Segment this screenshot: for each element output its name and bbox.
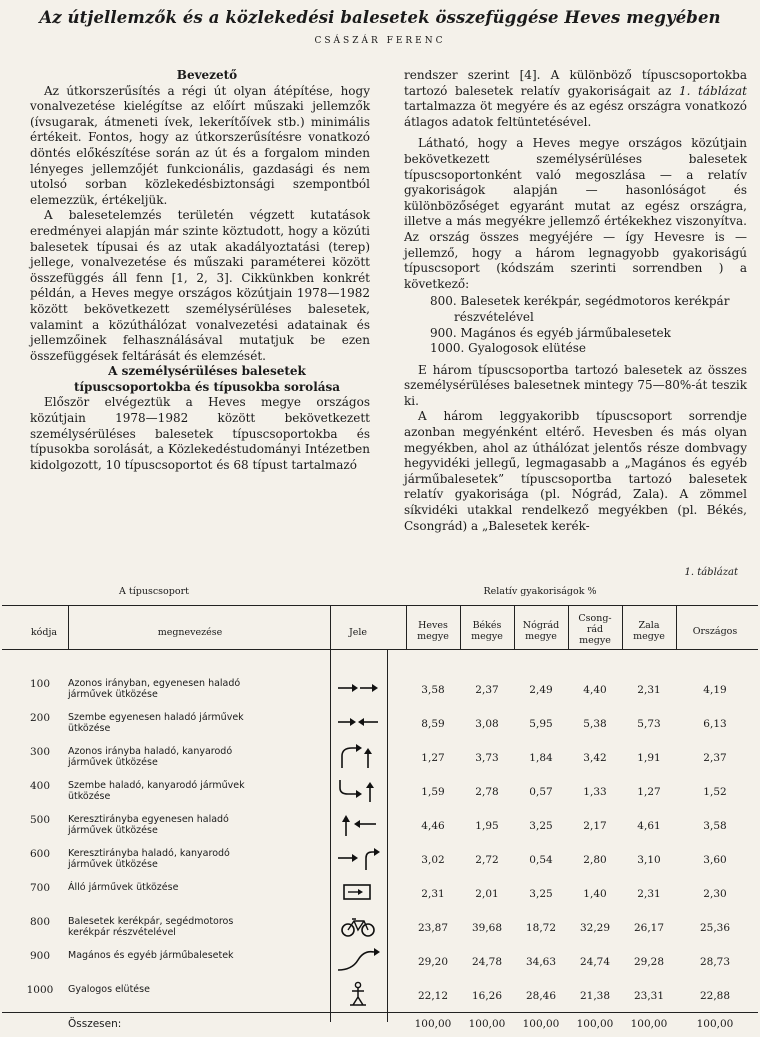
value-cell: 39,68	[471, 922, 503, 934]
same-direction-arrows-icon	[332, 674, 384, 702]
table-reference: 1. táblázat	[678, 83, 747, 98]
group-code: 900	[29, 950, 51, 962]
group-name	[68, 746, 316, 768]
value-cell: 28,46	[525, 990, 557, 1002]
value-cell: 3,58	[421, 684, 445, 696]
group-name	[68, 678, 316, 700]
group-code: 500	[29, 814, 51, 826]
opposite-turn-icon	[332, 776, 384, 804]
value-cell: 8,59	[421, 718, 445, 730]
value-cell: 25,36	[699, 922, 731, 934]
col-name-header: megnevezése	[157, 627, 223, 638]
group-code: 700	[29, 882, 51, 894]
value-cell: 3,42	[583, 752, 607, 764]
table-row	[0, 706, 760, 738]
value-cell: 18,72	[525, 922, 557, 934]
value-cell: 2,01	[475, 888, 499, 900]
value-cell: 4,46	[421, 820, 445, 832]
value-cell: 22,88	[699, 990, 731, 1002]
value-cell: 1,40	[583, 888, 607, 900]
group-name-line: ütközése	[68, 791, 111, 802]
value-cell: 2,31	[637, 888, 661, 900]
article-author: CSÁSZÁR FERENC	[314, 36, 446, 46]
value-cell: 1,95	[475, 820, 499, 832]
group-name	[68, 848, 316, 870]
group-name-line: Keresztirányba haladó, kanyarodó	[68, 848, 230, 859]
value-cell: 4,61	[637, 820, 661, 832]
group-list-item: 800. Balesetek kerékpár, segédmotoros kerékpár részvételével	[430, 294, 730, 324]
group-code: 600	[29, 848, 51, 860]
value-cell: 1,59	[421, 786, 445, 798]
group-name-line: Balesetek kerékpár, segédmotoros	[68, 916, 234, 927]
group-name-line: járművek ütközése	[68, 859, 158, 870]
group-name-line: Keresztirányba egyenesen haladó	[68, 814, 229, 825]
total-cell: 100,00	[630, 1018, 668, 1030]
value-cell: 6,13	[703, 718, 727, 730]
group-code: 400	[29, 780, 51, 792]
value-cell: 1,27	[637, 786, 661, 798]
value-cell: 2,72	[475, 854, 499, 866]
value-cell: 29,20	[417, 956, 449, 968]
article-title: Az útjellemzők és a közlekedési balesetek összefüggése Heves megyében	[39, 8, 721, 27]
value-cell: 24,78	[471, 956, 503, 968]
table-row	[0, 808, 760, 840]
parked-vehicle-icon	[332, 878, 384, 906]
right-paragraph-2: Látható, hogy a Heves megye országos közútjain bekövetkezett személysérüléses balesetek típuscsoportonként való megoszlása — a relatív gyakoriságok alapján — hasonlóságot és különbözőséget egyaránt mutat az egész országra, illetve a más megyékre jellemző értékekhez viszonyítva. Az ország összes megyéjére — így Hevesre is — jellemző, hogy a három legnagyobb gyakoriságú típuscsoport (kódszám szerinti sorrendben ) a következő:	[404, 136, 747, 291]
col-national-header: Országos	[692, 626, 738, 637]
same-direction-turn-icon	[332, 742, 384, 770]
value-cell: 3,25	[529, 888, 553, 900]
group-header: A típuscsoport	[119, 586, 189, 597]
section-heading-line-1: A személysérüléses balesetek	[108, 364, 306, 379]
value-cell: 2,30	[703, 888, 727, 900]
group-name	[68, 780, 316, 802]
crossing-straight-icon	[332, 810, 384, 838]
value-cell: 2,49	[529, 684, 553, 696]
group-name-line: kerékpár részvételével	[68, 927, 176, 938]
table-row	[0, 978, 760, 1010]
group-code: 1000	[26, 984, 54, 996]
value-cell: 3,58	[703, 820, 727, 832]
value-cell: 3,10	[637, 854, 661, 866]
group-name	[68, 950, 316, 961]
single-vehicle-curve-icon	[332, 946, 384, 974]
col-symbol-header: Jele	[348, 627, 368, 638]
value-cell: 34,63	[525, 956, 557, 968]
intro-paragraph-1: Az útkorszerűsítés a régi út olyan átépítése, hogy vonalvezetése kielégítse az előírt műszaki jellemzők (ívsugarak, átmeneti ívek, lekerítőívek stb.) minimális értékeit. Fontos, hogy az útkorszerűsítésre vonatkozó döntés előkészítése során az út és a forgalom minden lényeges jellemzőjét funkcionális, gazdasági és nem utolsó sorban közlekedésbiztonsági szempontból elemezzük, értékeljük.	[30, 83, 370, 207]
right-paragraph-1-b: tartalmazza öt megyére és az egész országra vonatkozó átlagos adatok feltüntetésével.	[404, 99, 747, 129]
value-cell: 5,95	[529, 718, 553, 730]
right-paragraph-4: A három leggyakoribb típuscsoport sorrendje azonban megyénként eltérő. Hevesben és más olyan megyékben, ahol az úthálózat jelentős része dombvagy hegyvidéki jellegű, legmagasabb a „Magános és egyéb járműbalesetek” típuscsoportba tartozó balesetek relatív gyakorisága (pl. Nógrád, Zala). A zömmel síkvidéki utakkal rendelkező megyékben (pl. Békés, Csongrád) a „Balesetek kerék-	[404, 409, 747, 533]
value-cell: 0,54	[529, 854, 553, 866]
group-code: 100	[29, 678, 51, 690]
group-list-item: 1000. Gyalogosok elütése	[430, 341, 586, 356]
total-cell: 100,00	[576, 1018, 614, 1030]
right-paragraph-1-a: rendszer szerint [4]. A különböző típuscsoportokba tartozó balesetek relatív gyakoriságait az	[404, 68, 747, 98]
value-cell: 2,37	[703, 752, 727, 764]
value-cell: 2,78	[475, 786, 499, 798]
value-cell: 28,73	[699, 956, 731, 968]
group-code: 300	[29, 746, 51, 758]
group-name-line: ütközése	[68, 723, 111, 734]
group-name-line: Azonos irányba haladó, kanyarodó	[68, 746, 233, 757]
col-zala-header: Zala megye	[633, 620, 665, 642]
value-cell: 1,52	[703, 786, 727, 798]
table-row	[0, 672, 760, 704]
bicycle-icon	[332, 912, 384, 940]
value-cell: 1,84	[529, 752, 553, 764]
value-cell: 1,27	[421, 752, 445, 764]
value-cell: 3,25	[529, 820, 553, 832]
table-row	[0, 876, 760, 908]
table-caption: 1. táblázat	[684, 567, 738, 578]
value-cell: 3,02	[421, 854, 445, 866]
table-row	[0, 842, 760, 874]
group-name-line: járművek ütközése	[68, 825, 158, 836]
group-name	[68, 882, 316, 893]
value-cell: 2,31	[421, 888, 445, 900]
intro-heading: Bevezető	[176, 68, 238, 82]
value-cell: 16,26	[471, 990, 503, 1002]
col-csongrad-header: Csong- rád megye	[578, 613, 612, 646]
value-cell: 3,08	[475, 718, 499, 730]
value-cell: 22,12	[417, 990, 449, 1002]
value-cell: 29,28	[633, 956, 665, 968]
group-name-line: Szembe egyenesen haladó járművek	[68, 712, 244, 723]
total-cell: 100,00	[522, 1018, 560, 1030]
total-cell: 100,00	[468, 1018, 506, 1030]
crossing-turn-icon	[332, 844, 384, 872]
value-cell: 23,87	[417, 922, 449, 934]
value-cell: 2,31	[637, 684, 661, 696]
value-cell: 1,33	[583, 786, 607, 798]
intro-paragraph-2: A balesetelemzés területén végzett kutatások eredményei alapján már szinte köztudott, hogy a közúti balesetek típusai és az utak akadályoztatási (terep) jellege, vonalvezetése és műszaki paraméterei között összefüggés áll fenn [1, 2, 3]. Cikkünkben konkrét példán, a Heves megye országos közútjain 1978—1982 között bekövetkezett személysérüléses balesetek, valamint a közúthálózat vonalvezetési adatainak és jellemzőinek felhasználásával mutatjuk be ezen összefüggések feltárását és elemzését.	[30, 208, 370, 363]
value-cell: 24,74	[579, 956, 611, 968]
group-code: 200	[29, 712, 51, 724]
group-name-line: Magános és egyéb járműbalesetek	[68, 950, 234, 961]
table-row	[0, 944, 760, 976]
value-cell: 2,37	[475, 684, 499, 696]
group-name-line: Szembe haladó, kanyarodó járművek	[68, 780, 245, 791]
value-cell: 23,31	[633, 990, 665, 1002]
table-row	[0, 774, 760, 806]
total-cell: 100,00	[414, 1018, 452, 1030]
right-paragraph-3: E három típuscsoportba tartozó balesetek az összes személysérüléses balesetnek mintegy 75—80%-át teszik ki.	[404, 362, 747, 408]
pedestrian-icon	[332, 980, 384, 1008]
total-label: Összesen:	[68, 1018, 122, 1030]
value-cell: 4,19	[703, 684, 727, 696]
total-cell: 100,00	[696, 1018, 734, 1030]
col-nograd-header: Nógrád megye	[522, 620, 560, 642]
value-cell: 4,40	[583, 684, 607, 696]
section-heading-line-2: típuscsoportokba és típusokba sorolása	[73, 379, 341, 394]
group-name	[68, 814, 316, 836]
table-row	[0, 910, 760, 942]
value-cell: 5,38	[583, 718, 607, 730]
section-paragraph: Először elvégeztük a Heves megye országos közútjain 1978—1982 között bekövetkezett személysérüléses balesetek típuscsoportokba és típusokba sorolását, a Közlekedéstudományi Intézetben kidolgozott, 10 típuscsoportot és 68 típust tartalmazó	[30, 395, 370, 472]
value-cell: 5,73	[637, 718, 661, 730]
value-cell: 3,60	[703, 854, 727, 866]
group-name-line: járművek ütközése	[68, 757, 158, 768]
col-bekes-header: Békés megye	[471, 620, 503, 642]
col-heves-header: Heves megye	[417, 620, 449, 642]
head-on-arrows-icon	[332, 708, 384, 736]
group-name-line: járművek ütközése	[68, 689, 158, 700]
group-name	[68, 984, 316, 995]
value-cell: 2,17	[583, 820, 607, 832]
value-cell: 1,91	[637, 752, 661, 764]
table-row	[0, 740, 760, 772]
group-name	[68, 712, 316, 734]
group-name-line: Azonos irányban, egyenesen haladó	[68, 678, 241, 689]
value-cell: 32,29	[579, 922, 611, 934]
frequency-header: Relatív gyakoriságok %	[483, 586, 597, 597]
value-cell: 0,57	[529, 786, 553, 798]
value-cell: 21,38	[579, 990, 611, 1002]
value-cell: 2,80	[583, 854, 607, 866]
group-code: 800	[29, 916, 51, 928]
group-name-line: Álló járművek ütközése	[68, 882, 179, 893]
value-cell: 3,73	[475, 752, 499, 764]
group-list-item: 900. Magános és egyéb járműbalesetek	[430, 325, 671, 340]
group-name	[68, 916, 316, 938]
col-code-header: kódja	[30, 627, 58, 638]
group-name-line: Gyalogos elütése	[68, 984, 150, 995]
value-cell: 26,17	[633, 922, 665, 934]
